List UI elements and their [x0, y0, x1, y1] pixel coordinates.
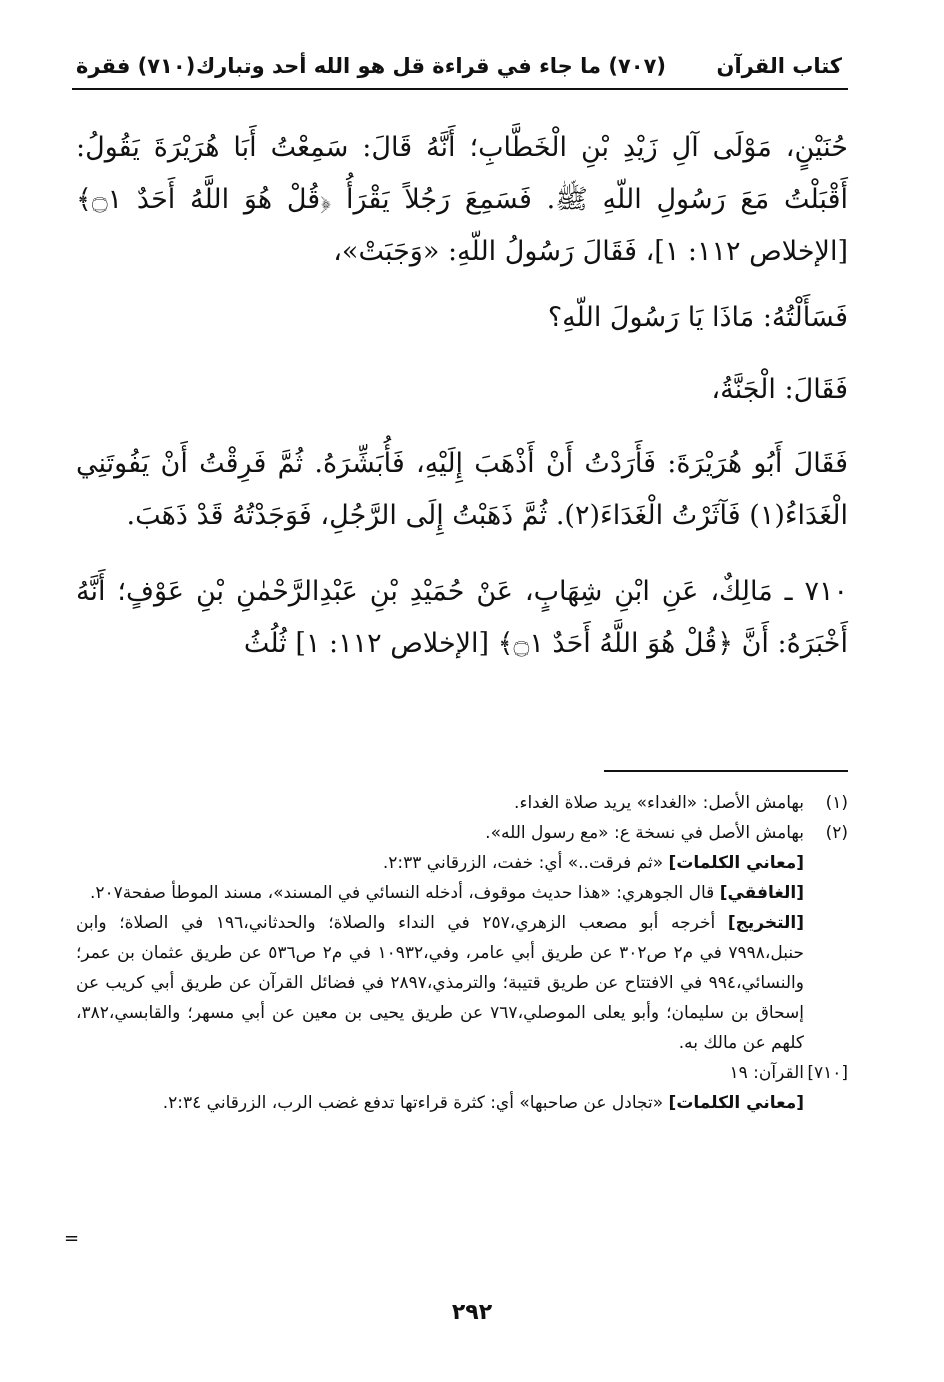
note-text: قال الجوهري: «هذا حديث موقوف، أدخله النسائي في المسند»، مسند الموطأ صفحة٢٠٧.	[89, 883, 720, 903]
note-label: [الغافقي]	[719, 883, 804, 903]
body-paragraph: فَقَالَ أَبُو هُرَيْرَةَ: فَأَرَدْتُ أَنْ أَذْهَبَ إِلَيْهِ، فَأُبَشِّرَهُ. ثُمَّ فَرِقْتُ أَنْ يَفُوتَنِي الْغَدَاءُ(١) فَآثَرْتُ الْغَدَاءَ(٢). ثُمَّ ذَهَبْتُ إِلَى الرَّجُلِ، فَوَجَدْتُهُ قَدْ ذَهَبَ.	[76, 448, 848, 531]
note-710-ref	[76, 1058, 848, 1088]
footnote-text: بهامش الأصل: «الغداء» يريد صلاة الغداء.	[514, 793, 804, 813]
footnote-text: بهامش الأصل في نسخة ع: «مع رسول الله».	[485, 823, 804, 843]
header-book-title: كتاب القرآن	[716, 54, 842, 78]
page-number: ٢٩٢	[451, 1300, 493, 1325]
note-label: [معاني الكلمات]	[668, 1093, 804, 1113]
note-ghafiqi	[76, 878, 848, 908]
note-number: [٧١٠]	[807, 1063, 848, 1083]
hadith-710: ٧١٠ ـ مَالِكٌ، عَنِ ابْنِ شِهَابٍ، عَنْ حُمَيْدِ بْنِ عَبْدِالرَّحْمٰنِ بْنِ عَوْفٍ؛ أَنَّهُ أَخْبَرَهُ: أَنَّ ﴿قُلْ هُوَ اللَّهُ أَحَدٌ ۝١﴾ [الإخلاص ١١٢: ١] ثُلُثُ	[76, 576, 848, 659]
note-label: [معاني الكلمات]	[668, 853, 804, 873]
note-text: أخرجه أبو مصعب الزهري،٢٥٧ في النداء والصلاة؛ والحدثاني،١٩٦ في الصلاة؛ وابن حنبل،٧٩٩٨ في م٢ ص٣٠٢ عن طريق أبي عامر، وفي،١٠٩٣٢ في م٢ ص٥٣٦ عن طريق عثمان بن عمر؛ والنسائي،٩٩٤ في الافتتاح عن طريق قتيبة؛ والترمذي،٢٨٩٧ في فضائل القرآن عن طريق أبي كريب عن إسحاق بن سليمان؛ وأبو يعلى الموصلي،٧٦٧ عن طريق يحيى بن معين عن أبي مسهر؛ والقابسي،٣٨٢، كلهم عن مالك به.	[76, 913, 805, 1053]
note-label: [التخريج]	[727, 913, 804, 933]
footnote-number: (١)	[825, 793, 848, 813]
running-header	[72, 48, 848, 90]
body-paragraph: فَقَالَ: الْجَنَّةُ،	[711, 374, 848, 405]
body-paragraph: فَسَأَلْتُهُ: مَاذَا يَا رَسُولَ اللّهِ؟	[547, 302, 848, 333]
note-word-meanings-710	[76, 1088, 848, 1118]
body-paragraph: حُنَيْنٍ، مَوْلَى آلِ زَيْدِ بْنِ الْخَطَّابِ؛ أَنَّهُ قَالَ: سَمِعْتُ أَبَا هُرَيْرَةَ يَقُولُ: أَقْبَلْتُ مَعَ رَسُولِ اللّهِ ﷺ. فَسَمِعَ رَجُلاً يَقْرَأُ ﴿قُلْ هُوَ اللَّهُ أَحَدٌ ۝١﴾ [الإخلاص ١١٢: ١]، فَقَالَ رَسُولُ اللّهِ: «وَجَبَتْ»،	[76, 132, 848, 267]
continuation-mark: =	[64, 1228, 80, 1249]
footnote-1	[76, 788, 848, 818]
main-text	[76, 122, 848, 670]
note-text: «تجادل عن صاحبها» أي: كثرة قراءتها تدفع غضب الرب، الزرقاني ٢:٣٤.	[162, 1093, 669, 1113]
note-text: القرآن: ١٩	[729, 1063, 804, 1083]
note-text: «ثم فرقت..» أي: خفت، الزرقاني ٢:٣٣.	[382, 853, 669, 873]
header-chapter-title: (٧٠٧) ما جاء في قراءة قل هو الله أحد وتبارك	[195, 54, 666, 78]
footnote-2	[76, 818, 848, 848]
header-paragraph-number: (٧١٠) فقرة	[76, 54, 196, 78]
footnote-separator	[604, 770, 848, 772]
note-word-meanings	[76, 848, 848, 878]
footnotes	[76, 788, 848, 1118]
note-takhrij	[76, 908, 848, 1058]
footnote-number: (٢)	[825, 823, 848, 843]
